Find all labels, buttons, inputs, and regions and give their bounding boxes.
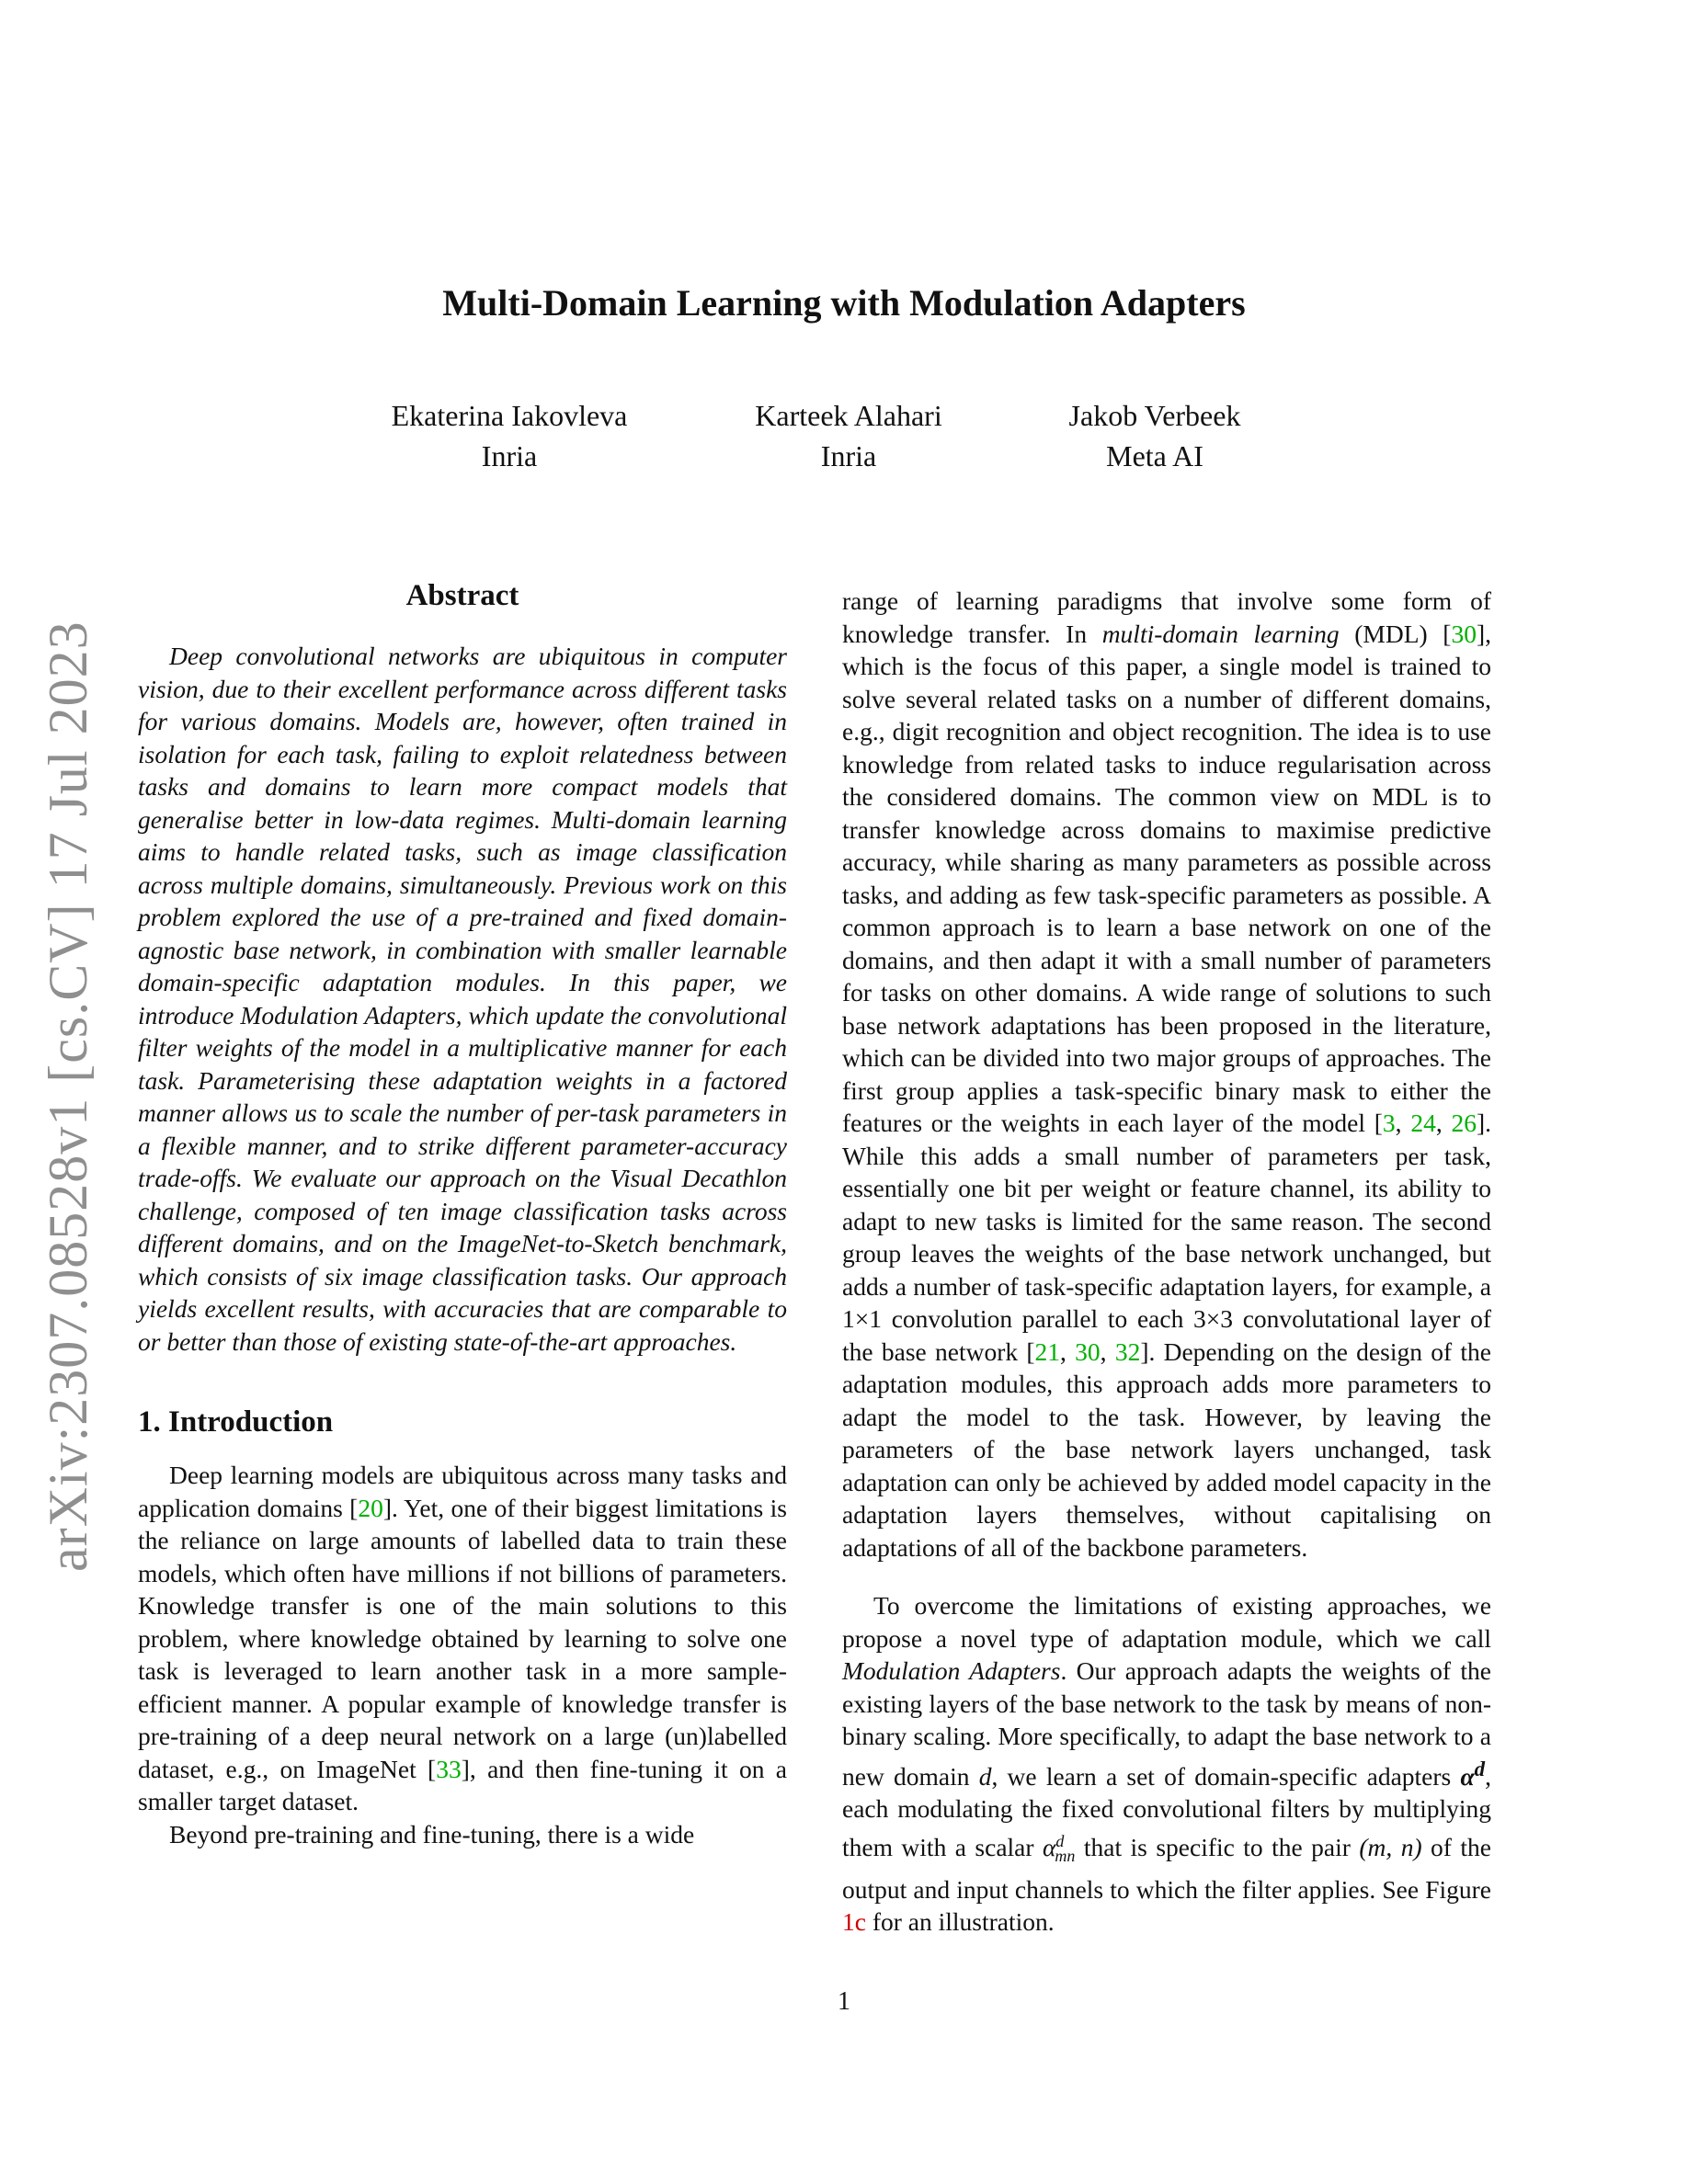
text-run: ], which is the focus of this paper, a single model is trained to solve several related tasks on a number of different domains, e.g., digit recognition and object recognition. The idea is to use knowledge from related tasks to induce regularisation across the considered domains. The common view on MDL is to transfer knowledge across domains to maximise predictive accuracy, while sharing as many parameters as possible across tasks, and adding as few task-specific parameters as possible. A common approach is to learn a base network on one of the domains, and then adapt it with a small number of parameters for tasks on other domains. A wide range of solutions to such base network adaptations has been proposed in the literature, which can be divided into two major groups of approaches. The first group applies a task-specific binary mask to either the features or the weights in each layer of the model [ [842,619,1491,1137]
citation-link[interactable]: 21 [1034,1337,1061,1366]
text-run: Deep learning models are ubiquitous across many tasks and application domains [ [138,1461,787,1522]
citation-link[interactable]: 32 [1114,1337,1141,1366]
citation-link[interactable]: 30 [1075,1337,1101,1366]
math-symbol: (m, n) [1359,1832,1422,1861]
abstract-text: Deep convolutional networks are ubiquitous in computer vision, due to their excellent performance across different tasks for various domains. Models are, however, often trained in isolation for each task, failing to exploit relatedness between tasks and domains to learn more compact models that generalise better in low-data regimes. Multi-domain learning aims to handle related tasks, such as image classification across multiple domains, simultaneously. Previous work on this problem explored the use of a pre-trained and fixed domain-agnostic base network, in combination with smaller learnable domain-specific adaptation modules. In this paper, we introduce Modulation Adapters, which update the convolutional filter weights of the model in a multiplicative manner for each task. Parameterising these adaptation weights in a factored manner allows us to scale the number of per-task parameters in a flexible manner, and to strike different parameter-accuracy trade-offs. We evaluate our approach on the Visual Decathlon challenge, composed of ten image classification tasks across different domains, and on the ImageNet-to-Sketch benchmark, which consists of six image classification tasks. Our approach yields excellent results, with accuracies that are comparable to or better than those of existing state-of-the-art approaches. [138,642,787,1356]
text-run: To overcome the limitations of existing approaches, we propose a novel type of adaptation module, which we call [842,1591,1491,1653]
text-run: , each modulating the fixed convolutional filters by multiplying them with a scalar [842,1761,1491,1861]
text-run: range of learning paradigms that involve some form of knowledge transfer. In [842,586,1491,648]
text-run: ]. Yet, one of their biggest limitations is the reliance on large amounts of labelled data to train these models, which often have millions if not billions of parameters. Knowledge transfer is one of the main solutions to this problem, where knowledge obtained by learning to solve one task is leveraged to learn another task in a more sample-efficient manner. A popular example of knowledge transfer is pre-training of a deep neural network on a large (un)labelled dataset, e.g., on ImageNet [ [138,1493,787,1783]
section-heading-introduction: 1. Introduction [138,1405,334,1439]
author-affiliation: Inria [481,439,538,472]
emphasis-term: multi-domain learning [1101,619,1340,648]
arxiv-identifier: arXiv:2307.08528v1 [cs.CV] 17 Jul 2023 [38,620,98,1572]
text-run: for an illustration. [865,1907,1055,1937]
citation-link[interactable]: 3 [1382,1109,1396,1137]
author-name: Jakob Verbeek [1068,399,1241,432]
intro-paragraph: Beyond pre-training and fine-tuning, there is a wide [169,1819,695,1848]
text-run: ], and then fine-tuning it on a smaller target dataset. [138,1754,787,1815]
intro-paragraph: range of learning paradigms that involve some form of knowledge transfer. In multi-domain learning (MDL) [30], which is the focus of this paper, a single model is trained to solve several related tasks on a number of different domains, e.g., digit recognition and object recognition. The idea is to use knowledge from related tasks to induce regularisation across the considered domains. The common view on MDL is to transfer knowledge across domains to maximise predictive accuracy, while sharing as many parameters as possible across tasks, and adding as few task-specific parameters as possible. A common approach is to learn a base network on one of the domains, and then adapt it with a small number of parameters for tasks on other domains. A wide range of solutions to such base network adaptations has been proposed in the literature, which can be divided into two major groups of approaches. The first group applies a task-specific binary mask to either the features or the weights in each layer of the model [3, 24, 26]. While this adds a small number of parameters per task, essentially one bit per weight or feature channel, its ability to adapt to new tasks is limited for the same reason. The second group leaves the weights of the base network unchanged, but adds a number of task-specific adaptation layers, for example, a 1×1 convolution parallel to each 3×3 convolutational layer of the base network [21, 30, 32]. Depending on the design of the adaptation modules, this approach adds more parameters to adapt the model to the task. However, by leaving the parameters of the base network layers unchanged, task adaptation can only be achieved by added model capacity in the adaptation layers themselves, without capitalising on adaptations of all of the backbone parameters. [842,586,1492,1562]
author-name: Karteek Alahari [755,399,942,432]
author-block [701,395,996,476]
text-run: of the output and input channels to which the filter applies. See Figure [842,1832,1491,1904]
text-run: . Our approach adapts the weights of the existing layers of the base network to the task by means of non-binary scaling. More specifically, to adapt the base network to a new domain [842,1656,1491,1791]
right-column [842,585,1491,1939]
emphasis-term: Modulation Adapters [842,1656,1061,1685]
author-name: Ekaterina Iakovleva [391,399,628,432]
author-block [1008,395,1302,476]
paper-title: Multi-Domain Learning with Modulation Adapters [442,282,1246,324]
math-symbol: d [978,1761,992,1791]
text-run: ]. Depending on the design of the adaptation modules, this approach adds more parameters to adapt the model to the task. However, by leaving the parameters of the base network layers unchanged, task adaptation can only be achieved by added model capacity in the adaptation layers themselves, without capitalising on adaptations of all of the backbone parameters. [842,1337,1491,1562]
author-affiliation: Meta AI [1106,439,1203,472]
intro-paragraph [138,1459,787,1818]
citation-link[interactable]: 24 [1410,1109,1436,1137]
text-run: (MDL) [ [1339,619,1452,648]
citation-link[interactable]: 20 [358,1493,383,1522]
text-run: that is specific to the pair [1075,1832,1360,1861]
citation-link[interactable]: 30 [1451,619,1477,648]
math-symbol: $\alpha^d_{mn}$ [1042,1831,1076,1866]
math-symbol: $\alpha^d$ [1460,1757,1486,1791]
abstract-heading: Abstract [405,579,519,612]
intro-paragraph [842,1589,1491,1939]
author-affiliation: Inria [820,439,877,472]
figure-link[interactable]: 1c [842,1907,866,1937]
page-number: 1 [838,1987,850,2016]
left-column [138,577,787,1850]
text-run: , we learn a set of domain-specific adapters [991,1761,1461,1791]
text-run: ]. While this adds a small number of parameters per task, essentially one bit per weight or feature channel, its ability to adapt to new tasks is limited for the same reason. The second group leaves the weights of the base network unchanged, but adds a number of task-specific adaptation layers, for example, a 1×1 convolution parallel to each 3×3 convolutational layer of the base network [ [842,1109,1492,1366]
citation-link[interactable]: 26 [1451,1109,1477,1137]
citation-link[interactable]: 33 [436,1754,462,1783]
author-block [362,395,656,476]
